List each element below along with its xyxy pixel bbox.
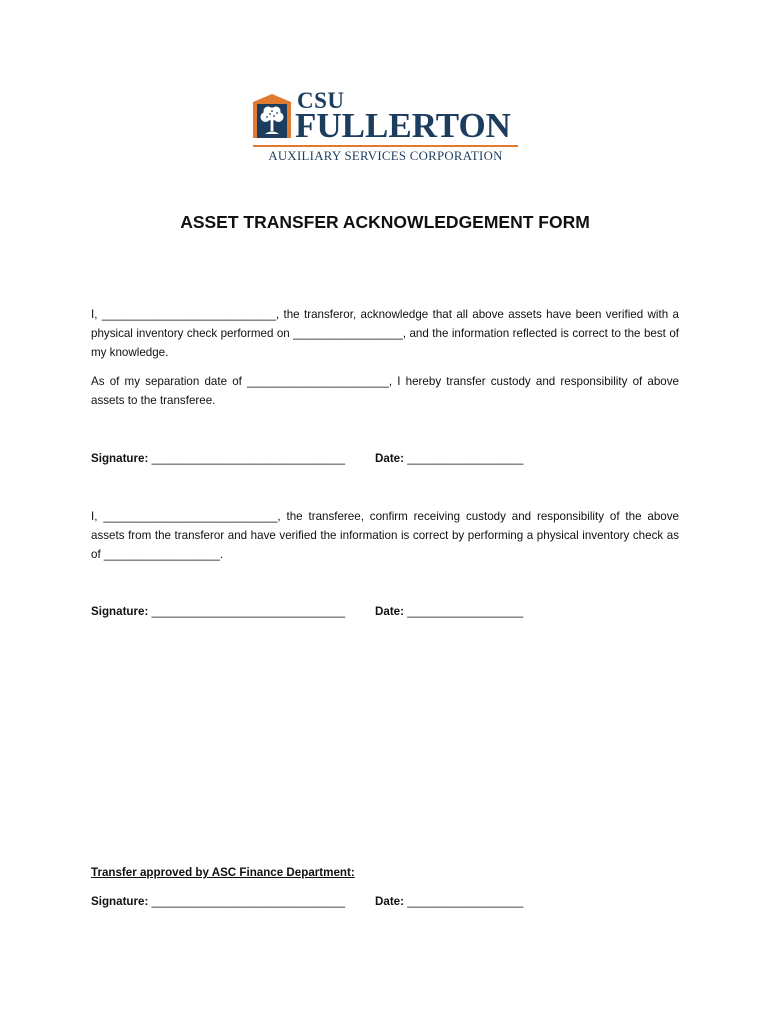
csuf-logo xyxy=(253,88,519,164)
finance-date-field[interactable] xyxy=(375,893,523,911)
date-blank: __________________ xyxy=(407,452,524,465)
logo-subtitle: AUXILIARY SERVICES CORPORATION xyxy=(268,149,503,163)
tree-emblem-icon xyxy=(253,92,291,138)
finance-signature-field[interactable] xyxy=(91,893,345,911)
form-title: ASSET TRANSFER ACKNOWLEDGEMENT FORM xyxy=(180,212,590,232)
date-blank: __________________ xyxy=(407,605,524,618)
transferee-date-field[interactable] xyxy=(375,603,523,621)
transferor-signature-field[interactable] xyxy=(91,450,345,468)
transferor-acknowledgement-paragraph: I, ___________________________, the transferor, acknowledge that all above assets have been verified with a physical inventory check performed on _________________, and the information reflected is correct to the best of my knowledge. xyxy=(91,308,679,360)
date-blank: __________________ xyxy=(407,895,524,908)
signature-blank: ______________________________ xyxy=(151,895,346,908)
logo-fullerton-text: FULLERTON xyxy=(295,106,511,145)
logo-divider xyxy=(253,145,518,147)
signature-blank: ______________________________ xyxy=(151,605,346,618)
transferee-signature-field[interactable] xyxy=(91,603,345,621)
date-label: Date: xyxy=(375,895,404,908)
finance-approval-heading: Transfer approved by ASC Finance Department: xyxy=(91,866,355,879)
transferor-date-field[interactable] xyxy=(375,450,523,468)
signature-label: Signature: xyxy=(91,605,149,618)
signature-label: Signature: xyxy=(91,452,149,465)
logo-csu-text: CSU xyxy=(297,88,345,113)
date-label: Date: xyxy=(375,605,404,618)
signature-blank: ______________________________ xyxy=(151,452,346,465)
transferee-signature-row xyxy=(91,603,691,621)
transferor-signature-row xyxy=(91,450,691,468)
date-label: Date: xyxy=(375,452,404,465)
finance-signature-row xyxy=(91,893,691,911)
signature-label: Signature: xyxy=(91,895,149,908)
separation-date-paragraph: As of my separation date of ______________________, I hereby transfer custody and responsibility of above assets to the transferee. xyxy=(91,375,679,408)
transferee-confirmation-paragraph: I, ___________________________, the transferee, confirm receiving custody and responsibility of the above assets from the transferor and have verified the information is correct by performing a physical inventory check as of __________________. xyxy=(91,510,679,562)
